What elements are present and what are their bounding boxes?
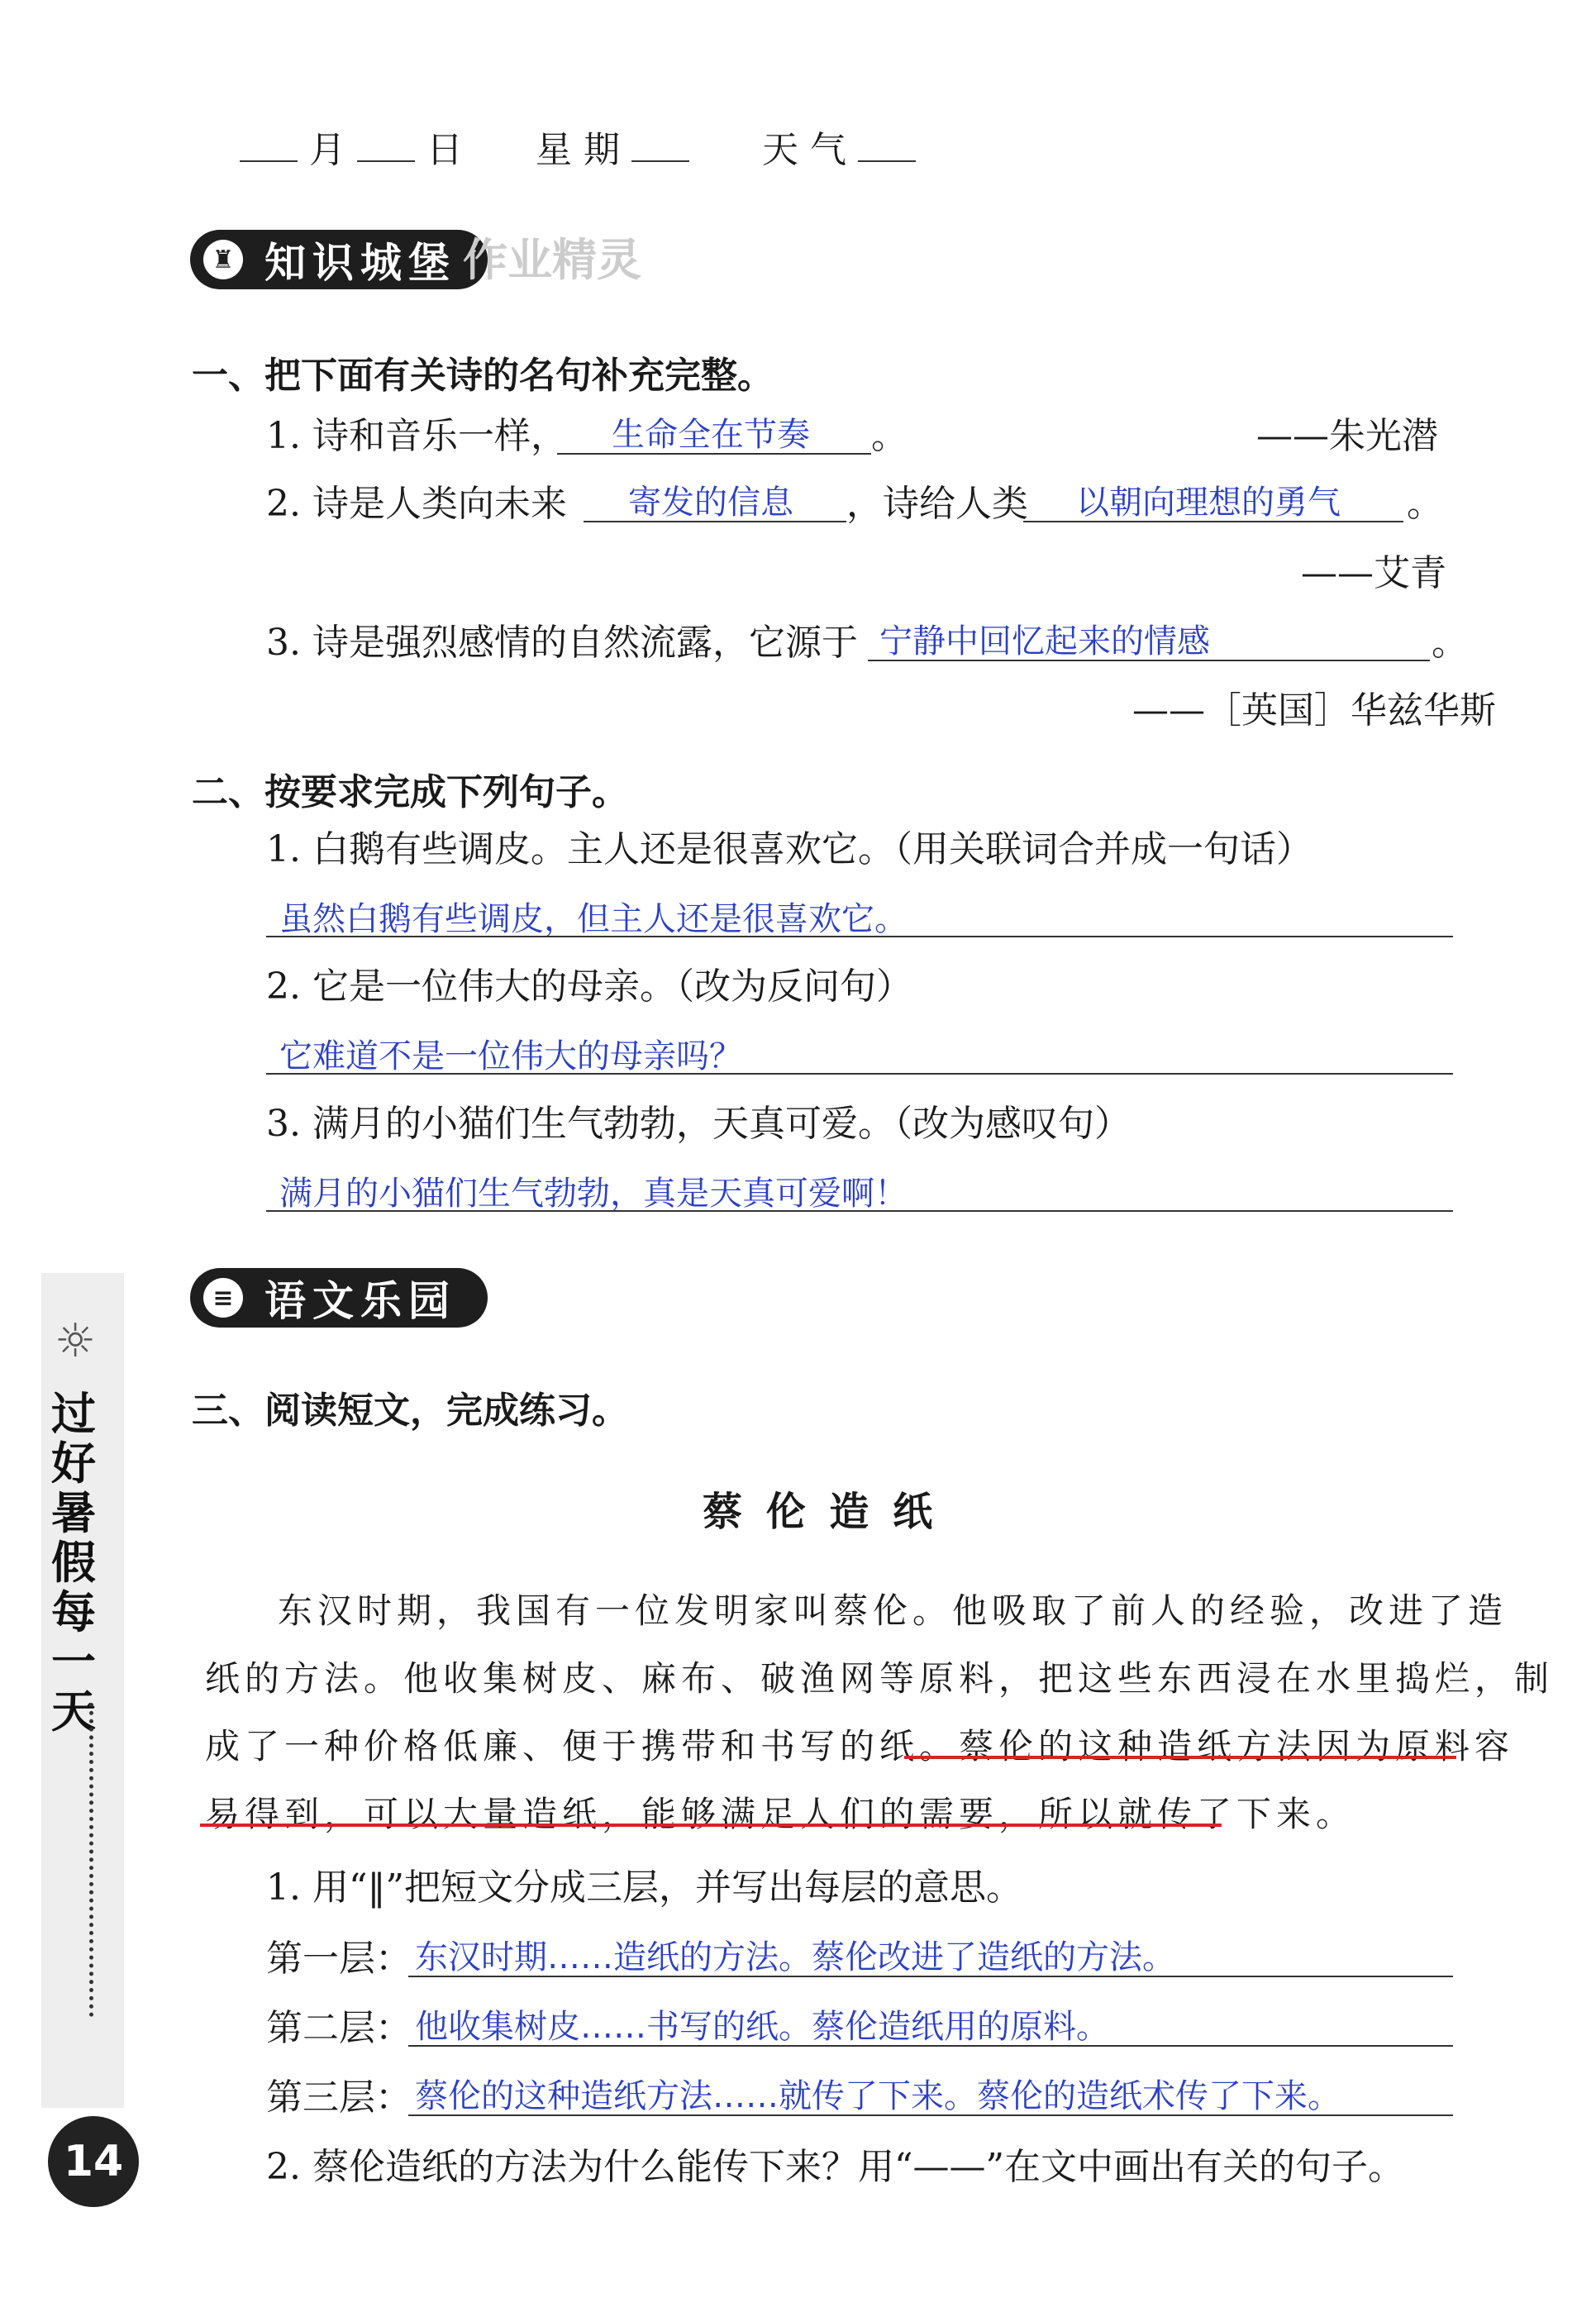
date-line — [240, 129, 916, 171]
sidebar-char: 假 — [51, 1537, 96, 1589]
sidebar-char: 过 — [51, 1388, 96, 1440]
item-text: 诗是人类向未来 — [312, 483, 567, 525]
item-text: 它是一位伟大的母亲。（改为反问句） — [312, 965, 912, 1008]
section-title: 知识城堡 — [264, 239, 456, 287]
section-badge-chinese — [190, 1268, 488, 1328]
underline-mark — [904, 1756, 1456, 1759]
q1-item2 — [266, 483, 567, 525]
section-badge-knowledge — [190, 230, 488, 289]
layer-label: 第三层： — [266, 2076, 412, 2119]
item-number: 3. — [266, 622, 301, 664]
punct: 。 — [1432, 622, 1468, 664]
dotted-divider — [89, 1703, 93, 2017]
answer: 寄发的信息 — [628, 484, 793, 522]
item-number: 3. — [266, 1103, 301, 1145]
q2-item3 — [266, 1103, 1131, 1145]
answer: 蔡伦的这种造纸方法……就传了下来。蔡伦的造纸术传了下来。 — [415, 2077, 1341, 2115]
article-title: 蔡 伦 造 纸 — [703, 1489, 938, 1535]
q1-item3 — [266, 622, 858, 664]
q3-title: 三、阅读短文，完成练习。 — [192, 1390, 628, 1432]
q1-item1 — [266, 415, 567, 457]
answer: 他收集树皮……书写的纸。蔡伦造纸用的原料。 — [415, 2008, 1109, 2046]
answer: 宁静中回忆起来的情感 — [879, 622, 1210, 660]
answer-line — [408, 1976, 1453, 1977]
item-number: 2. — [266, 483, 301, 525]
weather-label: 天 气 — [762, 129, 846, 171]
answer: 以朝向理想的勇气 — [1076, 484, 1341, 522]
item-text: 诗是强烈感情的自然流露，它源于 — [312, 622, 858, 664]
sidebar-char: 每 — [51, 1586, 96, 1638]
sidebar-char: 天 — [51, 1685, 96, 1738]
page-number: 14 — [48, 2116, 139, 2207]
q2-title: 二、按要求完成下列句子。 — [192, 771, 628, 813]
answer: 满月的小猫们生气勃勃，真是天真可爱啊！ — [279, 1175, 908, 1213]
castle-icon: ♜ — [203, 240, 243, 279]
sun-icon: ☼ — [55, 1314, 97, 1368]
item-text: ，诗给人类 — [846, 483, 1028, 525]
author: ——艾青 — [1301, 552, 1446, 594]
item-number: 2. — [266, 965, 301, 1008]
answer-line — [266, 1210, 1453, 1212]
item-number: 1. — [266, 415, 301, 457]
watermark: 作业精灵 — [463, 234, 641, 286]
article-line: 易得到，可以大量造纸，能够满足人们的需要，所以就传了下来。 — [205, 1794, 1356, 1834]
article-line: 东汉时期，我国有一位发明家叫蔡伦。他吸取了前人的经验，改进了造 — [278, 1590, 1508, 1631]
layer-label: 第一层： — [266, 1938, 412, 1980]
item-text: 诗和音乐一样， — [312, 415, 567, 457]
sidebar-char: 好 — [51, 1437, 96, 1490]
answer: 它难道不是一位伟大的母亲吗？ — [279, 1037, 742, 1075]
day-label: 日 — [426, 129, 463, 171]
punct: 。 — [1407, 483, 1443, 525]
sidebar-char: 暑 — [51, 1487, 96, 1539]
answer-line — [266, 1073, 1453, 1075]
answer-line — [266, 936, 1453, 937]
answer-line — [408, 2114, 1453, 2116]
month-label: 月 — [309, 129, 345, 171]
q3-sub1: 1. 用“‖”把短文分成三层，并写出每层的意思。 — [266, 1866, 1022, 1909]
q1-title: 一、把下面有关诗的名句补充完整。 — [192, 355, 774, 397]
item-text: 白鹅有些调皮。主人还是很喜欢它。（用关联词合并成一句话） — [312, 828, 1313, 870]
q2-item1 — [266, 828, 1313, 870]
q2-item2 — [266, 965, 912, 1008]
weekday-label: 星 期 — [536, 129, 620, 171]
underline-mark — [200, 1824, 1222, 1827]
item-number: 1. — [266, 828, 301, 870]
answer: 生命全在节奏 — [612, 416, 810, 454]
article-line: 纸的方法。他收集树皮、麻布、破渔网等原料，把这些东西浸在水里捣烂，制 — [205, 1658, 1555, 1699]
book-icon: ≡ — [203, 1278, 243, 1318]
layer-label: 第二层： — [266, 2007, 412, 2049]
sidebar-char: 一 — [51, 1636, 96, 1688]
author: ——朱光潜 — [1256, 415, 1438, 457]
item-text: 满月的小猫们生气勃勃，天真可爱。（改为感叹句） — [312, 1103, 1131, 1145]
punct: 。 — [871, 415, 908, 457]
q3-sub2: 2. 蔡伦造纸的方法为什么能传下来？用“——”在文中画出有关的句子。 — [266, 2146, 1404, 2188]
author: ——［英国］华兹华斯 — [1132, 689, 1496, 732]
article-line: 成了一种价格低廉、便于携带和书写的纸。蔡伦的这种造纸方法因为原料容 — [205, 1726, 1515, 1766]
answer: 东汉时期……造纸的方法。蔡伦改进了造纸的方法。 — [415, 1938, 1175, 1976]
answer: 虽然白鹅有些调皮，但主人还是很喜欢它。 — [279, 900, 908, 938]
answer-line — [408, 2045, 1453, 2047]
section-title: 语文乐园 — [264, 1277, 456, 1325]
